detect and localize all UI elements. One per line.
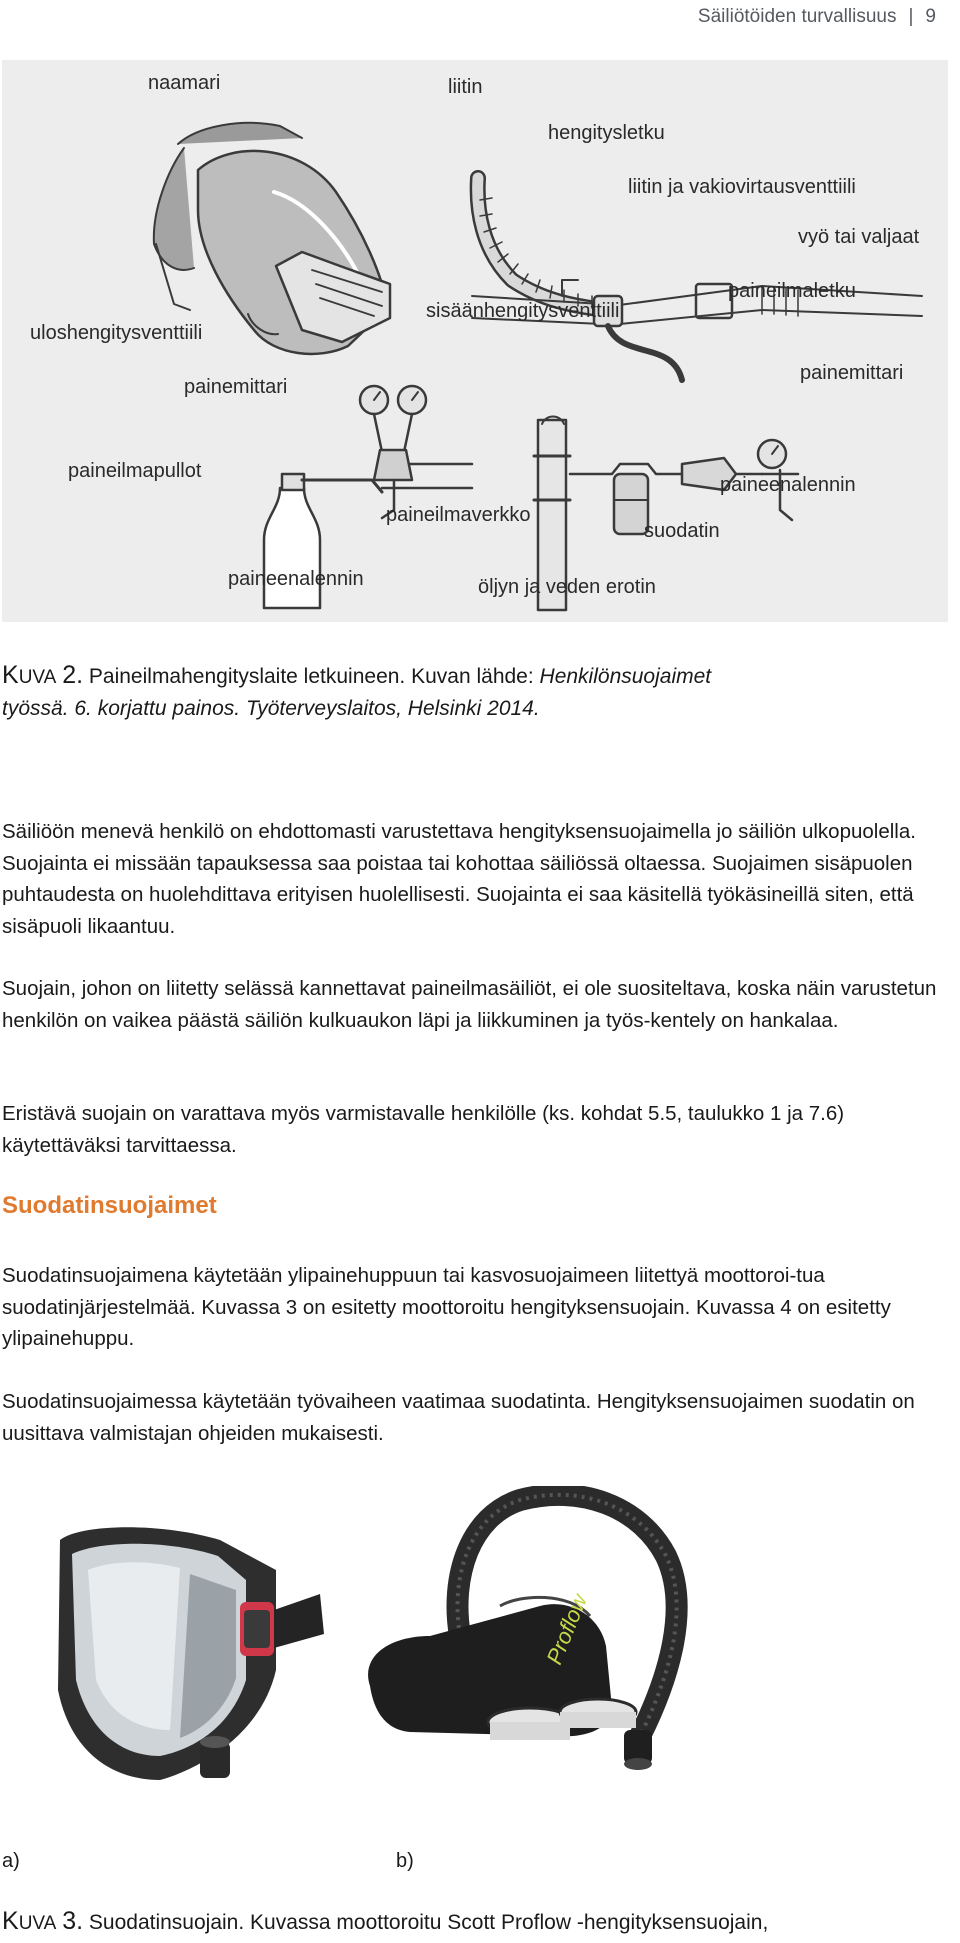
proflow-drawing xyxy=(350,1486,740,1786)
caption-2-text: Paineilmahengityslaite letkuineen. Kuvan lähde: xyxy=(83,665,540,688)
filter-inlet-pipe xyxy=(570,464,682,474)
paragraph-4: Suodatinsuojaimena käytetään ylipainehuppuun tai kasvosuojaimeen liitettyä moottoroi-tua suodatinjärjestelmää. Kuvassa 3 on esitetty moottoroitu hengityksensuojain. Kuvassa 4 on esitetty ylipainehuppu. xyxy=(2,1264,891,1350)
label-painemittari-right: painemittari xyxy=(800,362,904,384)
caption-2-source-line2: työssä. 6. korjattu painos. Työterveyslaitos, Helsinki 2014. xyxy=(2,697,540,720)
caption-2-smallcaps: UVA xyxy=(18,667,57,688)
paragraph-3: Eristävä suojain on varattava myös varmistavalle henkilölle (ks. kohdat 5.5, taulukko 1 ja 7.6) käytettäväksi tarvittaessa. xyxy=(2,1102,845,1157)
face-shield-drawing xyxy=(40,1510,330,1792)
page-header xyxy=(698,6,936,28)
label-naamari: naamari xyxy=(148,72,221,94)
label-paineenalennin-right: paineenalennin xyxy=(720,474,856,496)
photo-b-label: b) xyxy=(396,1850,414,1872)
photo-a-label: a) xyxy=(2,1850,20,1872)
photo-a-face-shield xyxy=(40,1510,330,1792)
label-suodatin: suodatin xyxy=(644,520,720,542)
label-vyo: vyö tai valjaat xyxy=(798,226,920,248)
label-paineilmapullot: paineilmapullot xyxy=(68,460,202,482)
label-oljyn-erotin: öljyn ja veden erotin xyxy=(478,576,656,598)
caption-3-number: 3. xyxy=(62,1907,84,1935)
paragraph-2: Suojain, johon on liitetty selässä kannettavat paineilmasäiliöt, ei ole suositeltava, koska näin varustetun henkilön on vaikea päästä säiliön kulkuaukon läpi ja liikkuminen ja työs-kentely on hankalaa. xyxy=(2,977,937,1032)
label-paineilmaverkko: paineilmaverkko xyxy=(386,504,531,526)
section-heading: Suodatinsuojaimet xyxy=(2,1192,217,1219)
regulator-body-left xyxy=(374,450,412,480)
figure-2-caption xyxy=(2,660,711,724)
mask-strap-top xyxy=(178,123,302,144)
gauge-stems-left xyxy=(374,414,412,452)
photo-b-proflow-unit xyxy=(350,1486,740,1786)
page-number: 9 xyxy=(925,6,936,27)
label-paineilmaletku: paineilmaletku xyxy=(728,280,856,302)
figure-3-caption xyxy=(2,1906,768,1939)
cylinder-valve xyxy=(282,474,304,490)
mask-strap-side xyxy=(154,148,194,270)
label-uloshengitys: uloshengitysventtiili xyxy=(30,322,203,344)
water-separator-bowl xyxy=(614,474,648,534)
caption-2-source: Henkilönsuojaimet xyxy=(539,665,712,688)
paragraph-1: Säiliöön menevä henkilö on ehdottomasti varustettava hengityksensuojaimella jo säiliön ulkopuolella. Suojainta ei missään tapauksessa saa poistaa tai kohottaa säiliössä oltaessa. Suojaimen sisäpuolen puhtaudesta on huolehdittava erityisen huolellisesti. Suojainta ei saa käsitellä työkäsineillä siten, että sisäpuoli likaantuu. xyxy=(2,820,916,938)
label-painemittari-left: painemittari xyxy=(184,376,288,398)
label-liitin: liitin xyxy=(448,76,483,98)
paragraph-5: Suodatinsuojaimessa käytetään työvaiheen vaatimaa suodatinta. Hengityksensuojaimen suodatin on uusittava valmistajan ohjeiden mukaisesti. xyxy=(2,1390,915,1445)
label-hengitysletku: hengitysletku xyxy=(548,122,665,144)
air-hose-down xyxy=(608,326,682,380)
caption-2-number: 2. xyxy=(62,661,84,689)
proflow-brand-text: Proflow xyxy=(541,1590,593,1668)
caption-3-initial: K xyxy=(2,1907,19,1935)
label-paineenalennin-left: paineenalennin xyxy=(228,568,364,590)
label-sisaanhengitys: sisäänhengitysventtiili xyxy=(426,300,620,322)
label-liitin-vakio: liitin ja vakiovirtausventtiili xyxy=(628,176,856,198)
cylinder-to-regulator xyxy=(302,480,382,492)
header-separator: | xyxy=(908,6,914,27)
running-title: Säiliötöiden turvallisuus xyxy=(697,6,897,27)
figure-2-illustration xyxy=(2,60,948,622)
caption-3-text: Suodatinsuojain. Kuvassa moottoroitu Scott Proflow -hengityksensuojain, xyxy=(83,1911,769,1934)
caption-3-smallcaps: UVA xyxy=(18,1913,57,1934)
caption-2-initial: K xyxy=(2,661,19,689)
